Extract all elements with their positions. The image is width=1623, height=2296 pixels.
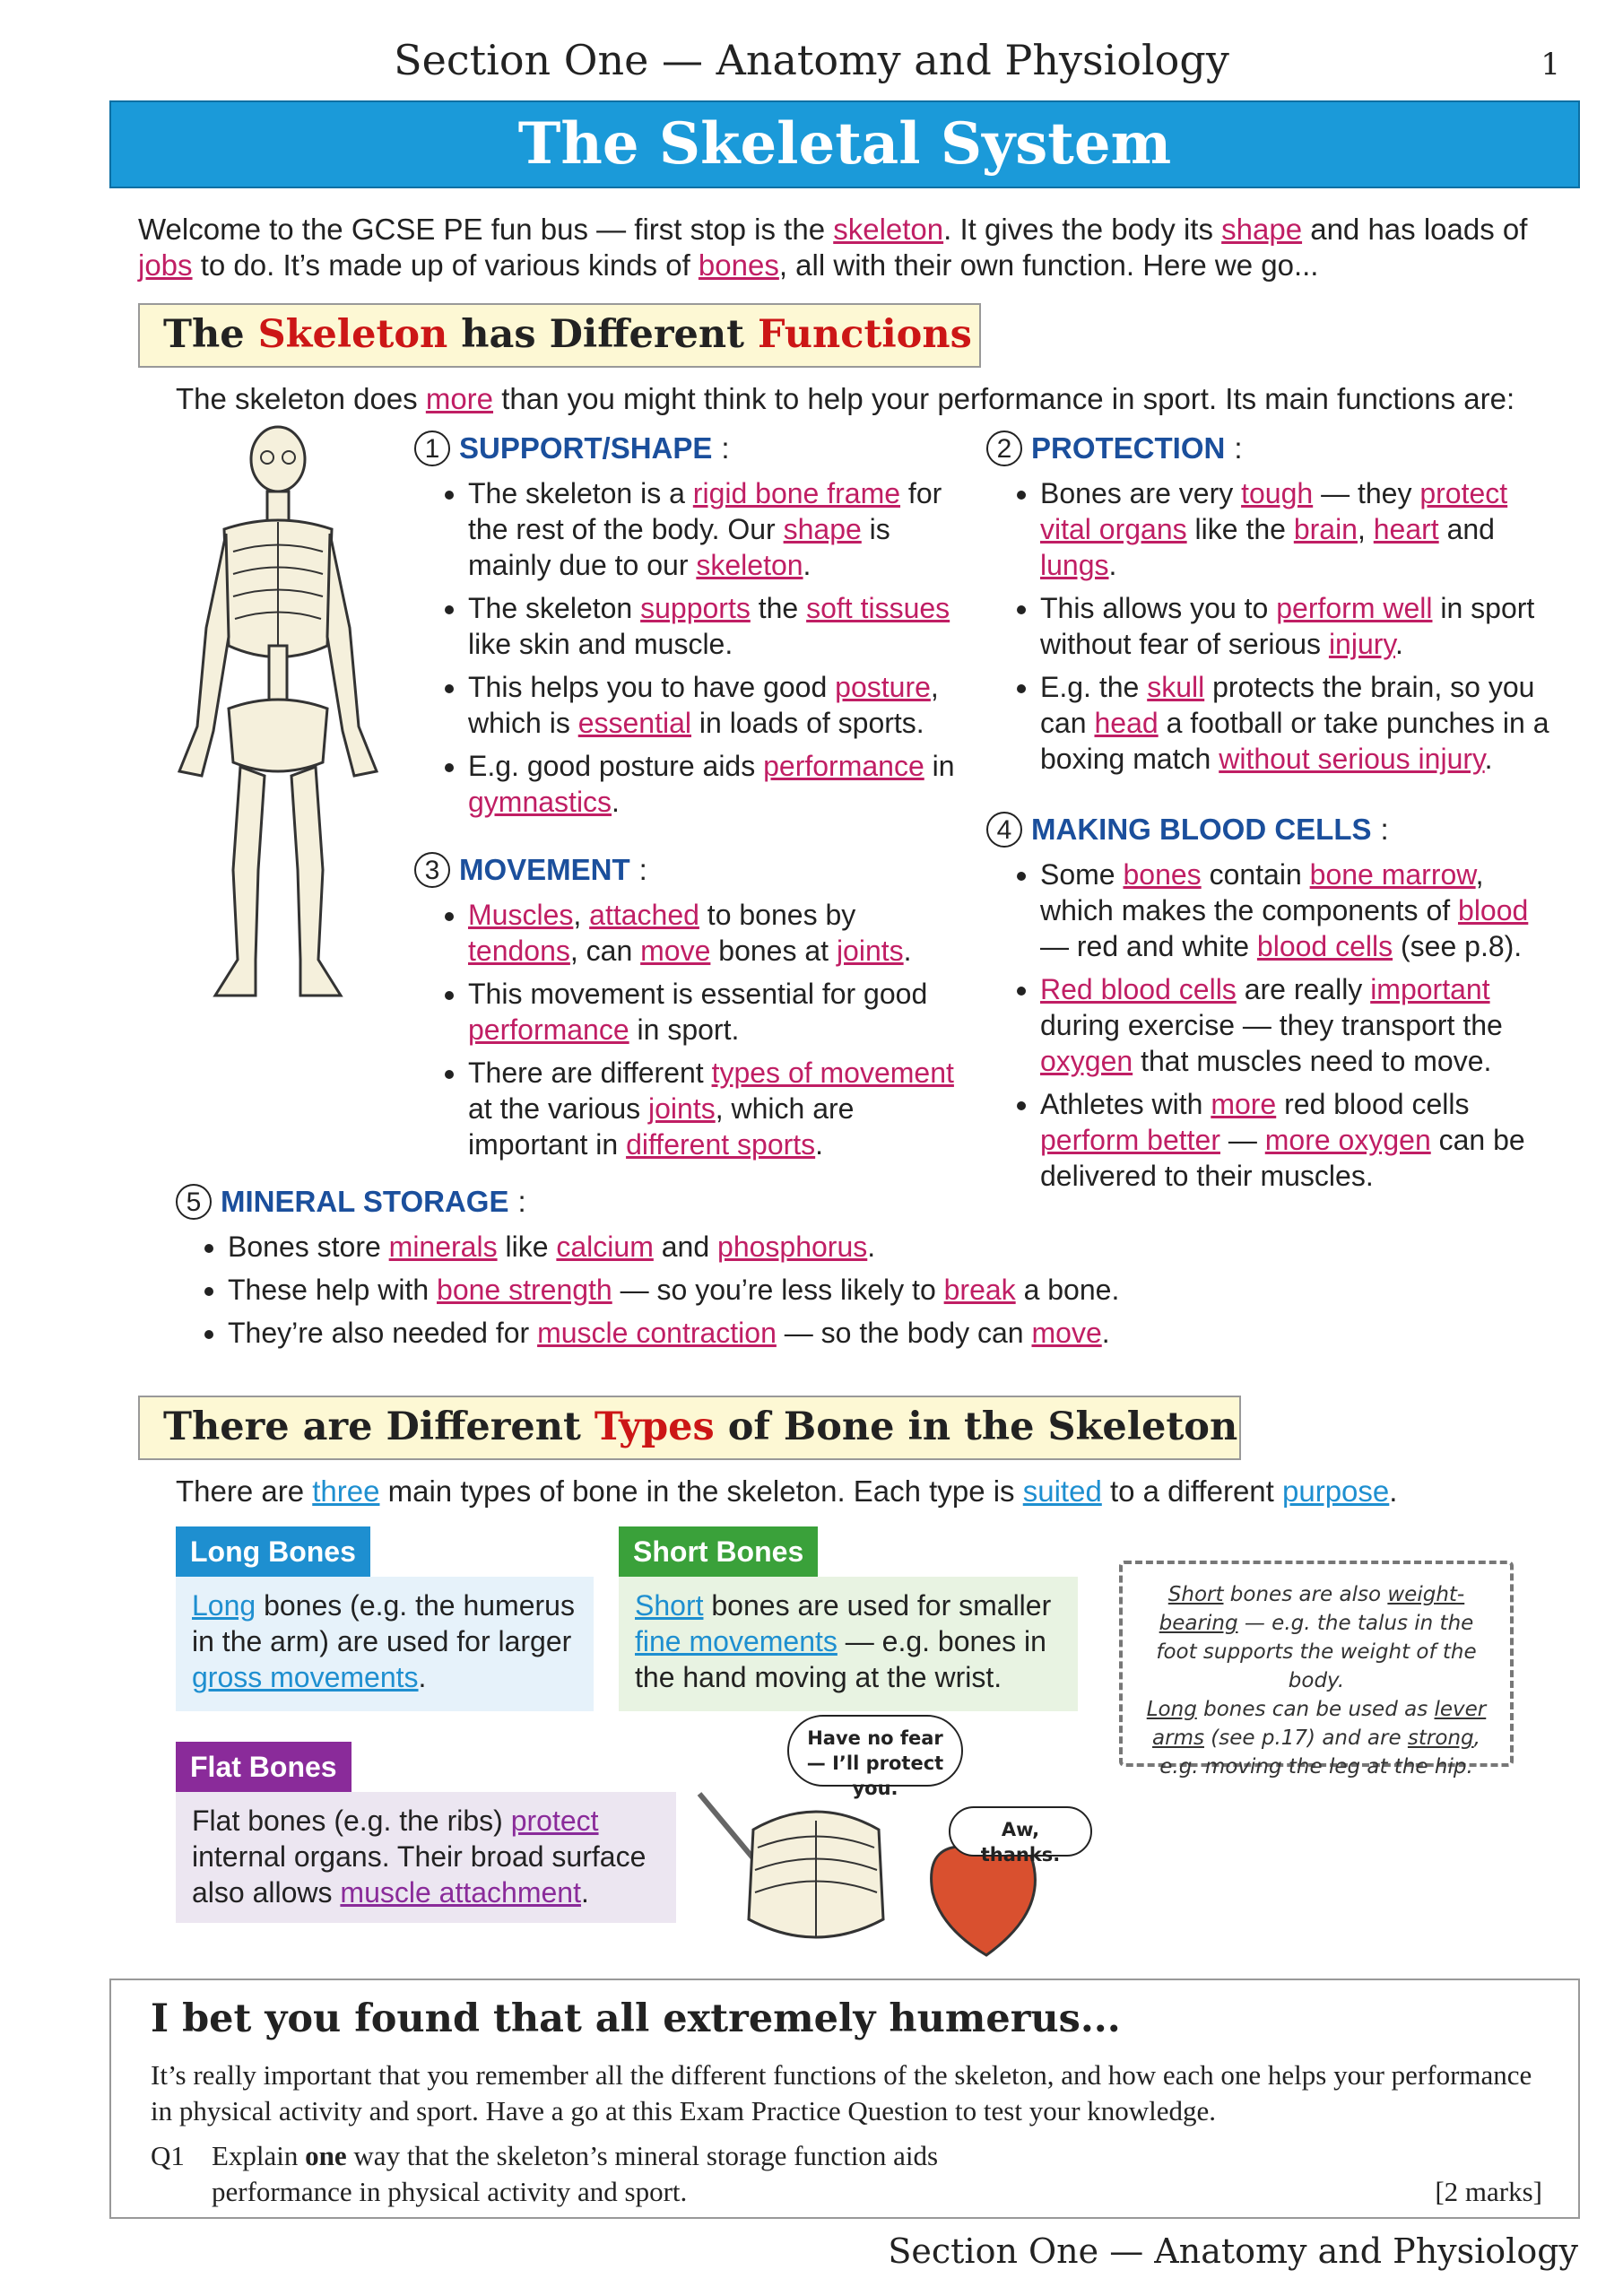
question-number: Q1 — [151, 2140, 185, 2171]
blood-bullet-3: • Athletes with more red blood cells perform better — more oxygen can be delivered to their muscles. — [1040, 1086, 1560, 1194]
speech-bubble-thanks: Aw, thanks. — [949, 1806, 1092, 1857]
mineral-bullet-3: • They’re also needed for muscle contraction — so the body can move. — [228, 1315, 1162, 1351]
number-2-icon: 2 — [986, 430, 1022, 466]
support-bullet-3: • This helps you to have good posture, which is essential in loads of sports. — [468, 669, 970, 741]
functions-lead: The skeleton does more than you might think to help your performance in sport. Its main functions are: — [176, 382, 1515, 415]
blood-bullet-2: • Red blood cells are really important during exercise — they transport the oxygen that muscles need to move. — [1040, 971, 1560, 1079]
mineral-bullet-1: • Bones store minerals like calcium and phosphorus. — [228, 1229, 1162, 1265]
ribcage-heart-cartoon — [690, 1776, 1103, 1964]
number-5-icon: 5 — [176, 1184, 212, 1220]
movement-block: 3 MOVEMENT : • Muscles, attached to bones by tendons, can move bones at joints. • This movement is essential for good performance in sport. • There are different types of movement at the various joints, which are important in different sports. — [414, 852, 970, 1170]
page-number: 1 — [1541, 47, 1560, 83]
running-header: Section One — Anatomy and Physiology — [394, 36, 1229, 84]
exam-box-title: I bet you found that all extremely humerus... — [151, 1996, 1121, 2041]
long-bones-panel: Long bones (e.g. the humerus in the arm) are used for larger gross movements. — [176, 1577, 594, 1711]
long-bones-tag: Long Bones — [176, 1526, 370, 1577]
marks: [2 marks] — [1435, 2176, 1542, 2207]
exam-box-text: It’s really important that you remember all the different functions of the skeleton, and how each one helps your performance in physical activity and sport. Have a go at this Exam Practice Question to test your knowledge. — [151, 2059, 1532, 2126]
mineral-storage-block: 5 MINERAL STORAGE : • Bones store minerals like calcium and phosphorus. • These help with bone strength — so you’re less likely to break a bone. • They’re also needed for muscle contraction — so the body can move. — [176, 1184, 1162, 1358]
functions-heading: The Skeleton has Different Functions — [138, 303, 981, 368]
short-bones-tag: Short Bones — [619, 1526, 818, 1577]
flat-bones-panel: Flat bones (e.g. the ribs) protect internal organs. Their broad surface also allows muscle attachment. — [176, 1792, 676, 1923]
movement-bullet-2: • This movement is essential for good performance in sport. — [468, 976, 970, 1048]
number-1-icon: 1 — [414, 430, 450, 466]
skeleton-illustration — [143, 422, 412, 1013]
short-bones-panel: Short bones are used for smaller fine movements — e.g. bones in the hand moving at the wrist. — [619, 1577, 1078, 1711]
types-heading: There are Different Types of Bone in the Skeleton — [138, 1396, 1241, 1460]
exam-practice-box — [109, 1979, 1580, 2219]
support-bullet-2: • The skeleton supports the soft tissues like skin and muscle. — [468, 590, 970, 662]
support-bullet-4: • E.g. good posture aids performance in gymnastics. — [468, 748, 970, 820]
number-4-icon: 4 — [986, 812, 1022, 848]
protection-bullet-3: • E.g. the skull protects the brain, so you can head a football or take punches in a boxing match without serious injury. — [1040, 669, 1560, 777]
question-text: Explain one way that the skeleton’s mineral storage function aids performance in physical activity and sport. — [212, 2140, 939, 2207]
protection-block: 2 PROTECTION : • Bones are very tough — they protect vital organs like the brain, heart and lungs. • This allows you to perform well in sport without fear of serious injury. • E.g. the skull protects the brain, so you can head a football or take punches in a boxing match without serious injury. — [986, 430, 1560, 784]
intro-paragraph: Welcome to the GCSE PE fun bus — first stop is the skeleton. It gives the body its shape and has loads of jobs to do. It’s made up of various kinds of bones, all with their own function. Here we go... — [138, 213, 1528, 282]
flat-bones-tag: Flat Bones — [176, 1742, 352, 1792]
support-shape-block: 1 SUPPORT/SHAPE : • The skeleton is a rigid bone frame for the rest of the body. Our shape is mainly due to our skeleton. • The skeleton supports the soft tissues like skin and muscle. • This helps you to have good posture, which is essential in loads of sports. • E.g. good posture aids performance in gymnastics. — [414, 430, 970, 827]
mineral-bullet-2: • These help with bone strength — so you’re less likely to break a bone. — [228, 1272, 1162, 1308]
number-3-icon: 3 — [414, 852, 450, 888]
protection-bullet-2: • This allows you to perform well in sport without fear of serious injury. — [1040, 590, 1560, 662]
support-bullet-1: • The skeleton is a rigid bone frame for the rest of the body. Our shape is mainly due to our skeleton. — [468, 475, 970, 583]
page-title: The Skeletal System — [109, 100, 1580, 188]
running-footer: Section One — Anatomy and Physiology — [888, 2231, 1578, 2271]
side-note: Short bones are also weight-bearing — e.g. the talus in the foot supports the weight of the body. Long bones can be used as lever arms (see p.17) and are strong, e.g. moving the leg at the hip. — [1119, 1561, 1514, 1767]
blood-bullet-1: • Some bones contain bone marrow, which makes the components of blood — red and white blood cells (see p.8). — [1040, 857, 1560, 964]
movement-bullet-3: • There are different types of movement at the various joints, which are important in different sports. — [468, 1055, 970, 1162]
types-lead: There are three main types of bone in the skeleton. Each type is suited to a different purpose. — [176, 1474, 1398, 1508]
speech-bubble-protect: Have no fear — I’ll protect you. — [787, 1715, 963, 1787]
blood-cells-block: 4 MAKING BLOOD CELLS : • Some bones contain bone marrow, which makes the components of blood — red and white blood cells (see p.8). • Red blood cells are really important during exercise — they transport the oxygen that muscles need to move. • Athletes with more red blood cells perform better — more oxygen can be delivered to their muscles. — [986, 812, 1560, 1201]
protection-bullet-1: • Bones are very tough — they protect vital organs like the brain, heart and lungs. — [1040, 475, 1560, 583]
movement-bullet-1: • Muscles, attached to bones by tendons, can move bones at joints. — [468, 897, 970, 969]
